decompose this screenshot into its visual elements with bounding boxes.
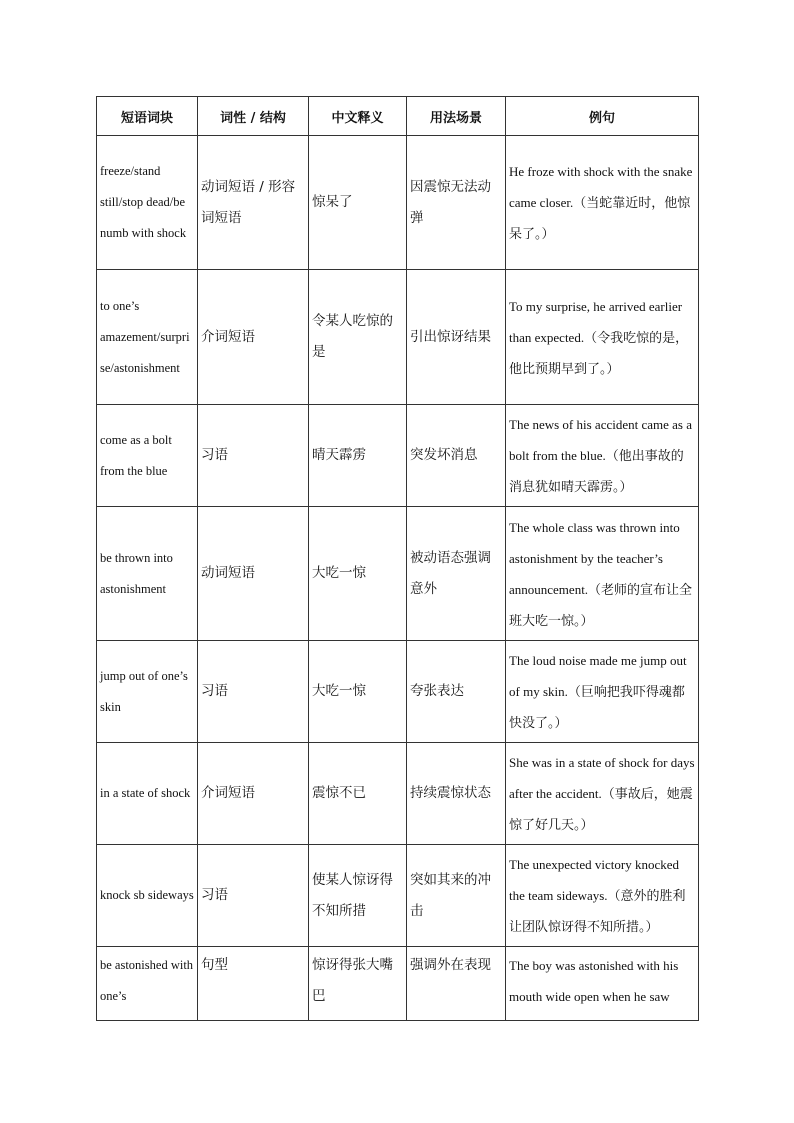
cell-meaning: 大吃一惊 (309, 507, 407, 641)
cell-meaning: 令某人吃惊的是 (309, 270, 407, 405)
cell-usage: 强调外在表现 (407, 947, 506, 1021)
cell-phrase: freeze/stand still/stop dead/be numb with shock (97, 136, 198, 270)
table-row (97, 507, 699, 641)
cell-example: To my surprise, he arrived earlier than expected.（令我吃惊的是，他比预期早到了。） (506, 270, 699, 405)
cell-example: The whole class was thrown into astonishment by the teacher’s announcement.（老师的宣布让全班大吃一惊。） (506, 507, 699, 641)
cell-example: The loud noise made me jump out of my skin.（巨响把我吓得魂都快没了。） (506, 641, 699, 743)
cell-usage: 夸张表达 (407, 641, 506, 743)
cell-example: The boy was astonished with his mouth wide open when he saw (506, 947, 699, 1021)
cell-meaning: 大吃一惊 (309, 641, 407, 743)
cell-part-of-speech: 动词短语 (198, 507, 309, 641)
table-row (97, 405, 699, 507)
cell-phrase: come as a bolt from the blue (97, 405, 198, 507)
cell-example: She was in a state of shock for days after the accident.（事故后，她震惊了好几天。） (506, 743, 699, 845)
cell-meaning: 使某人惊讶得不知所措 (309, 845, 407, 947)
header-phrase: 短语词块 (97, 97, 198, 136)
cell-part-of-speech: 动词短语 / 形容词短语 (198, 136, 309, 270)
cell-meaning: 晴天霹雳 (309, 405, 407, 507)
cell-usage: 被动语态强调意外 (407, 507, 506, 641)
cell-usage: 突如其来的冲击 (407, 845, 506, 947)
header-example: 例句 (506, 97, 699, 136)
cell-part-of-speech: 习语 (198, 405, 309, 507)
cell-example: The unexpected victory knocked the team sideways.（意外的胜利让团队惊讶得不知所措。） (506, 845, 699, 947)
cell-usage: 引出惊讶结果 (407, 270, 506, 405)
cell-part-of-speech: 习语 (198, 641, 309, 743)
cell-meaning: 惊呆了 (309, 136, 407, 270)
table-row (97, 947, 699, 1021)
document-page (96, 96, 698, 1021)
cell-phrase: be thrown into astonishment (97, 507, 198, 641)
cell-meaning: 惊讶得张大嘴巴 (309, 947, 407, 1021)
table-row (97, 743, 699, 845)
cell-phrase: jump out of one’s skin (97, 641, 198, 743)
cell-phrase: be astonished with one’s (97, 947, 198, 1021)
header-usage: 用法场景 (407, 97, 506, 136)
cell-usage: 突发坏消息 (407, 405, 506, 507)
cell-part-of-speech: 介词短语 (198, 743, 309, 845)
cell-usage: 因震惊无法动弹 (407, 136, 506, 270)
cell-phrase: in a state of shock (97, 743, 198, 845)
cell-part-of-speech: 习语 (198, 845, 309, 947)
table-row (97, 270, 699, 405)
table-header-row (97, 97, 699, 136)
cell-part-of-speech: 介词短语 (198, 270, 309, 405)
cell-phrase: to one’s amazement/surprise/astonishment (97, 270, 198, 405)
table-row (97, 845, 699, 947)
cell-usage: 持续震惊状态 (407, 743, 506, 845)
cell-example: He froze with shock with the snake came closer.（当蛇靠近时，他惊呆了。） (506, 136, 699, 270)
table-row (97, 136, 699, 270)
cell-phrase: knock sb sideways (97, 845, 198, 947)
phrase-table (96, 96, 699, 1021)
header-part-of-speech: 词性 / 结构 (198, 97, 309, 136)
cell-example: The news of his accident came as a bolt from the blue.（他出事故的消息犹如晴天霹雳。） (506, 405, 699, 507)
header-meaning: 中文释义 (309, 97, 407, 136)
table-row (97, 641, 699, 743)
cell-meaning: 震惊不已 (309, 743, 407, 845)
cell-part-of-speech: 句型 (198, 947, 309, 1021)
